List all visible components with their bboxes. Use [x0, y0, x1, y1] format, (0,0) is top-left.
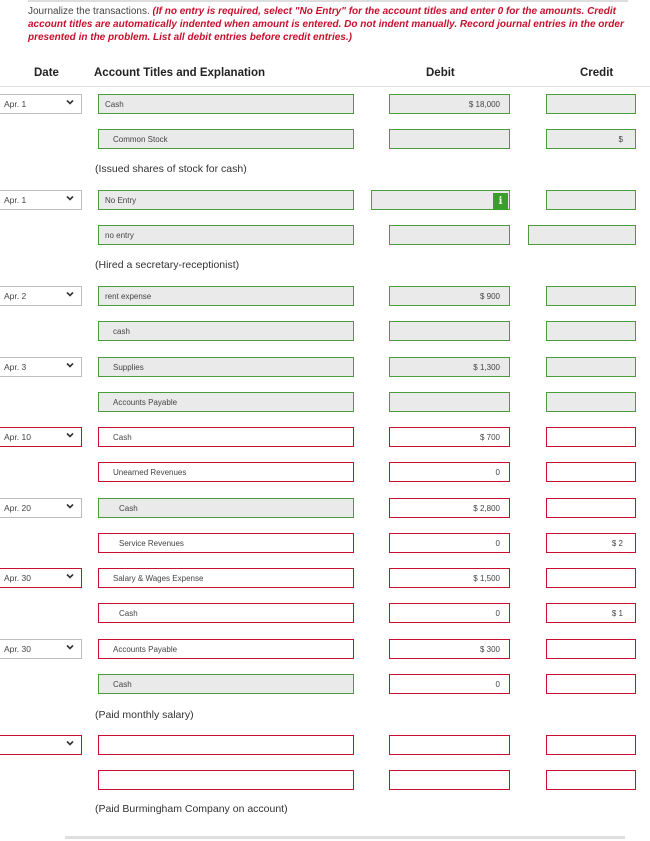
credit-field[interactable]: [546, 639, 636, 659]
account-field[interactable]: rent expense: [98, 286, 354, 306]
credit-field[interactable]: [546, 735, 636, 755]
account-field[interactable]: Unearned Revenues: [98, 462, 354, 482]
debit-field[interactable]: 0: [389, 603, 510, 623]
debit-field[interactable]: [389, 321, 510, 341]
debit-field[interactable]: [371, 190, 510, 210]
account-field[interactable]: No Entry: [98, 190, 354, 210]
account-field[interactable]: Cash: [98, 674, 354, 694]
account-field[interactable]: [98, 735, 354, 755]
explanation-text: (Hired a secretary-receptionist): [95, 259, 240, 271]
date-select-6[interactable]: Apr. 20: [0, 498, 82, 518]
chevron-down-icon: [65, 571, 75, 581]
credit-field[interactable]: [546, 286, 636, 306]
date-select-2[interactable]: Apr. 1: [0, 190, 82, 210]
credit-field[interactable]: [546, 568, 636, 588]
debit-field[interactable]: [389, 225, 510, 245]
account-field[interactable]: Accounts Payable: [98, 392, 354, 412]
account-field[interactable]: no entry: [98, 225, 354, 245]
info-icon[interactable]: i: [493, 193, 508, 210]
chevron-down-icon: [65, 642, 75, 652]
debit-field[interactable]: [389, 735, 510, 755]
top-divider: [28, 0, 628, 2]
debit-field[interactable]: 0: [389, 462, 510, 482]
account-field[interactable]: Service Revenues: [98, 533, 354, 553]
debit-field[interactable]: $ 2,800: [389, 498, 510, 518]
credit-field[interactable]: [546, 462, 636, 482]
chevron-down-icon: [65, 501, 75, 511]
chevron-down-icon: [65, 193, 75, 203]
date-select-5[interactable]: Apr. 10: [0, 427, 82, 447]
debit-field[interactable]: [389, 392, 510, 412]
header-divider: [0, 86, 650, 87]
credit-field[interactable]: [546, 190, 636, 210]
account-field[interactable]: Cash: [98, 94, 354, 114]
account-field[interactable]: Accounts Payable: [98, 639, 354, 659]
account-field[interactable]: Salary & Wages Expense: [98, 568, 354, 588]
debit-field[interactable]: $ 300: [389, 639, 510, 659]
chevron-down-icon: [65, 97, 75, 107]
debit-field[interactable]: 0: [389, 533, 510, 553]
header-credit: Credit: [580, 67, 614, 79]
bottom-divider: [65, 836, 625, 839]
debit-field[interactable]: [389, 129, 510, 149]
debit-field[interactable]: 0: [389, 674, 510, 694]
credit-field[interactable]: $ 2: [546, 533, 636, 553]
header-date: Date: [34, 67, 59, 79]
debit-field[interactable]: $ 18,000: [389, 94, 510, 114]
explanation-text: (Paid Burmingham Company on account): [95, 803, 288, 815]
credit-field[interactable]: $ 1: [546, 603, 636, 623]
credit-field[interactable]: $: [546, 129, 636, 149]
account-field[interactable]: Common Stock: [98, 129, 354, 149]
account-field[interactable]: Cash: [98, 498, 354, 518]
account-field[interactable]: cash: [98, 321, 354, 341]
credit-field[interactable]: [546, 770, 636, 790]
debit-field[interactable]: $ 1,500: [389, 568, 510, 588]
account-field[interactable]: [98, 770, 354, 790]
header-account: Account Titles and Explanation: [94, 67, 266, 79]
debit-field[interactable]: $ 900: [389, 286, 510, 306]
explanation-text: (Issued shares of stock for cash): [95, 163, 247, 175]
credit-field[interactable]: [546, 392, 636, 412]
chevron-down-icon: [65, 360, 75, 370]
date-select-8[interactable]: Apr. 30: [0, 639, 82, 659]
chevron-down-icon: [65, 430, 75, 440]
credit-field[interactable]: [546, 498, 636, 518]
account-field[interactable]: Cash: [98, 427, 354, 447]
header-debit: Debit: [426, 67, 455, 79]
chevron-down-icon: [65, 738, 75, 748]
credit-field[interactable]: [546, 321, 636, 341]
credit-field[interactable]: [546, 427, 636, 447]
instructions-note: (If no entry is required, select "No Entry" for the account titles and enter 0 for the amounts. Credit account titles are automatically indented when amount is entered. Do not indent manually. Record journal entries in the order presented in the problem. List all debit entries before credit entries.): [28, 6, 624, 43]
instructions-lead: Journalize the transactions.: [28, 6, 153, 17]
credit-field[interactable]: [546, 674, 636, 694]
date-select-7[interactable]: Apr. 30: [0, 568, 82, 588]
instructions: [28, 5, 628, 44]
date-select-9[interactable]: [0, 735, 82, 755]
credit-field[interactable]: [546, 94, 636, 114]
credit-field[interactable]: [546, 357, 636, 377]
date-select-3[interactable]: Apr. 2: [0, 286, 82, 306]
date-select-4[interactable]: Apr. 3: [0, 357, 82, 377]
account-field[interactable]: Cash: [98, 603, 354, 623]
chevron-down-icon: [65, 289, 75, 299]
explanation-text: (Paid monthly salary): [95, 709, 194, 721]
credit-field[interactable]: [528, 225, 636, 245]
debit-field[interactable]: $ 1,300: [389, 357, 510, 377]
debit-field[interactable]: $ 700: [389, 427, 510, 447]
date-select-1[interactable]: Apr. 1: [0, 94, 82, 114]
debit-field[interactable]: [389, 770, 510, 790]
account-field[interactable]: Supplies: [98, 357, 354, 377]
